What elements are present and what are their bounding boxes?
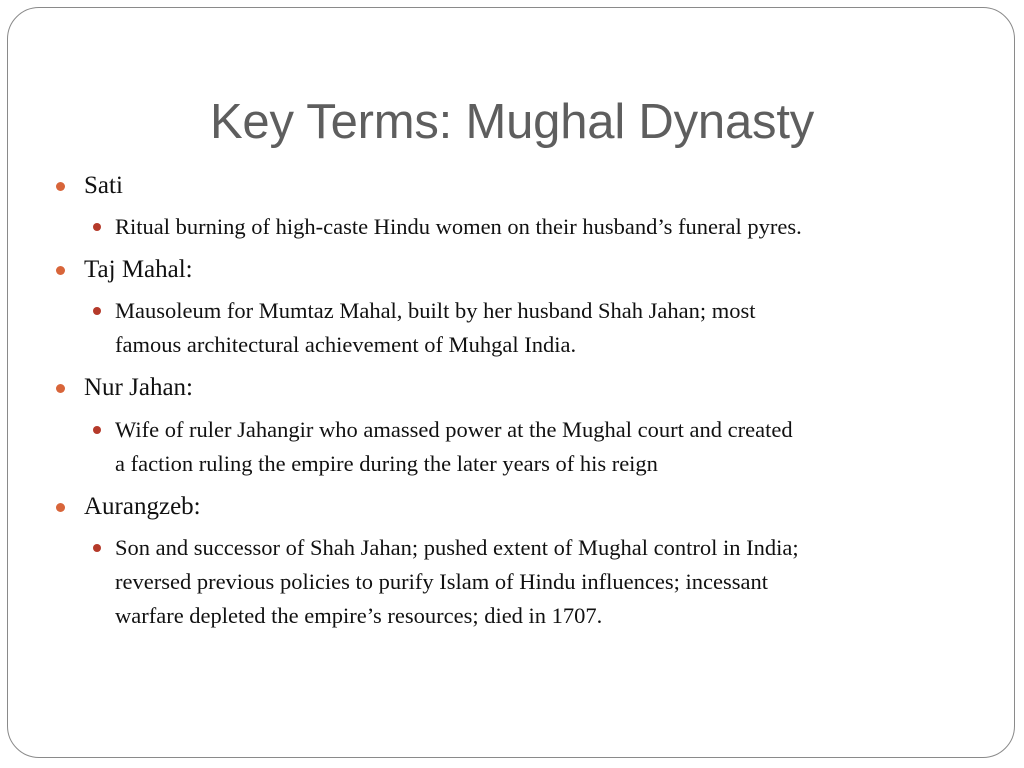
term-sati: Sati [84,172,123,199]
definition-taj-mahal-line-2: famous architectural achievement of Muhgal India. [115,332,577,357]
definition-aurangzeb-line-3: warfare depleted the empire’s resources; died in 1707. [115,603,603,628]
bullet-icon [56,182,65,191]
term-nur-jahan: Nur Jahan: [84,374,193,401]
definition-nur-jahan-line-1: Wife of ruler Jahangir who amassed power at the Mughal court and created [115,417,793,442]
bullet-list [8,8,1016,759]
definition-aurangzeb-line-1: Son and successor of Shah Jahan; pushed extent of Mughal control in India; [115,535,799,560]
term-taj-mahal: Taj Mahal: [84,256,193,283]
definition-taj-mahal-line-1: Mausoleum for Mumtaz Mahal, built by her husband Shah Jahan; most [115,298,756,323]
sub-bullet-icon [93,223,101,231]
definition-sati: Ritual burning of high-caste Hindu women on their husband’s funeral pyres. [115,214,802,239]
definition-nur-jahan-line-2: a faction ruling the empire during the later years of his reign [115,451,658,476]
sub-bullet-icon [93,544,101,552]
bullet-icon [56,266,65,275]
bullet-icon [56,384,65,393]
definition-aurangzeb-line-2: reversed previous policies to purify Islam of Hindu influences; incessant [115,569,768,594]
sub-bullet-icon [93,307,101,315]
slide [7,7,1015,758]
sub-bullet-icon [93,426,101,434]
slide-title: Key Terms: Mughal Dynasty [209,95,815,149]
bullet-icon [56,503,65,512]
term-aurangzeb: Aurangzeb: [84,493,201,520]
